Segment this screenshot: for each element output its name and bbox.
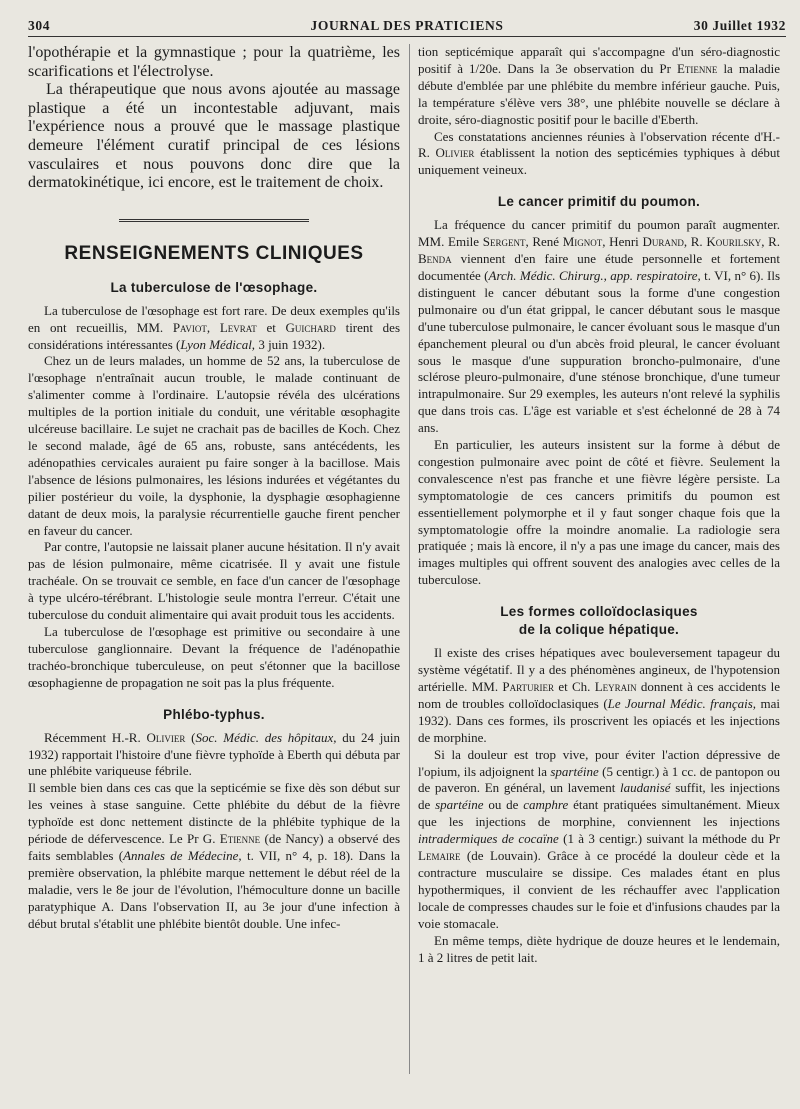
article-heading-cancer-poumon: Le cancer primitif du poumon. (497, 194, 701, 210)
intro-text (28, 44, 400, 193)
intro-paragraph-2: La thérapeutique que nous avons ajoutée au massage plastique a été un incontestable adjuvant, mais l'expérience nous a prouvé que le massage plastique demeure l'élément curatif principal de ces lésions vasculaires et nous pouvons donc dire que la dermatokinétique, ici encore, est le traitement de choix. (28, 81, 400, 192)
article-paragraph: En particulier, les auteurs insistent sur la forme à début de congestion pulmonaire avec point de côté et fièvre. Seulement la convalescence n'est pas franche et une fièvre légère persiste. La symptomatologie de ces cancers primitifs du poumon est essentiellement polymorphe et il y faut songer chaque fois que la symptomatologie offre la moindre anomalie. La radiologie sera pratiquée ; mais là encore, il n'y a pas une image du cancer, mais des images multiples qui offrent souvent des analogies avec celles de la tuberculose. (418, 437, 780, 588)
journal-title: JOURNAL DES PRATICIENS (310, 18, 504, 33)
left-column (28, 44, 400, 932)
issue-date: 30 Juillet 1932 (693, 18, 786, 33)
column-divider (409, 44, 410, 1074)
article-paragraph: La fréquence du cancer primitif du poumon paraît augmenter. MM. Emile Sergent, René Mignot, Henri Durand, R. Kourilsky, R. Benda viennent d'en faire une étude personnelle et fortement documentée (Arch. Médic. Chirurg., app. respiratoire, t. VI, n° 6). Ils distinguent le cancer débutant sous la forme d'une congestion pulmonaire ou d'un état grippal, le cancer débutant sous le masque d'une tuberculose pulmonaire, le cancer évoluant sous le masque d'un épanchement pleural ou d'un abcès froid pleural, le cancer évoluant sous le masque d'une suppuration broncho-pulmonaire, d'une sclérose pleuro-pulmonaire, d'une sténose bronchique, d'une tumeur intrapulmonaire. Sur 29 exemples, les auteurs n'ont relevé la syphilis que dans trois cas. L'âge est variable et s'est échelonné de 28 à 74 ans. (418, 217, 781, 436)
article-paragraph: La tuberculose de l'œsophage est primitive ou secondaire à une tuberculose ganglionnaire. Devant la fréquence de l'adénopathie trachéo-bronchique tuberculeuse, on peut s'étonner que la bacillose œsophagienne de propagation ne soit pas la plus fréquente. (28, 623, 400, 690)
article-tuberculose (28, 279, 400, 933)
article-paragraph: La tuberculose de l'œsophage est fort rare. De deux exemples qu'ils en ont recueillis, MM. Paviot, Levrat et Guichard tirent des considérations intéressantes (Lyon Médical, 3 juin 1932). (28, 302, 401, 352)
article-paragraph: Si la douleur est trop vive, pour éviter l'action dépressive de l'opium, ils adjoignent la spartéine (5 centigr.) à 1 cc. de pantopon ou de paveron. En général, un lavement laudanisé suffit, les injections de spartéine ou de camphre étant pratiquées simultanément. Mieux que les injections de morphine, conviennent les injections intradermiques de cocaïne (1 à 3 centigr.) suivant la méthode du Pr Lemaire (de Louvain). Grâce à ce procédé la douleur cède et la contracture musculaire se dissipe. Ces malades étant en plus hypothermiques, il convient de les réchauffer avec l'application locale de compresses chaudes sur le foie et d'infusions chaudes par la voie stomacale. (418, 746, 781, 931)
article-paragraph: En même temps, diète hydrique de douze heures et le lendemain, 1 à 2 litres de petit lait. (418, 932, 780, 965)
article-paragraph: Par contre, l'autopsie ne laissait planer aucune hésitation. Il n'y avait pas de lésion pulmonaire, même cicatrisée. Il y avait une fistule trachéale. On se trouvait ce semble, en face d'un cancer de l'œsophage à type ulcéro-térébrant. L'histologie seule montra l'erreur. C'était une tuberculose du conduit alimentaire qui avait produit tous les accidents. (28, 539, 400, 623)
article-heading-phlebo-typhus: Phlébo-typhus. (163, 706, 265, 722)
article-heading-tuberculose: La tuberculose de l'œsophage. (110, 279, 318, 295)
article-paragraph: Ces constatations anciennes réunies à l'observation récente d'H.-R. Olivier établissent la notion des septicémies typhiques à début uniquement veineux. (418, 128, 781, 178)
article-heading-formes-colloidoclasiques: Les formes colloïdoclasiques de la colique hépatique. (500, 604, 698, 638)
right-column (418, 44, 780, 966)
article-paragraph: Chez un de leurs malades, un homme de 52 ans, la tuberculose de l'œsophage n'entraînait aucun trouble, le malade continuant de s'alimenter comme à l'ordinaire. L'autopsie révéla des ulcérations multiples de la portion initiale du conduit, une véritable œsophagite ulcéreuse bacillaire. Le sujet ne crachait pas de bacilles de Koch. Chez le second malade, âgé de 65 ans, robuste, sans antécédents, les adénopathies cervicales auraient pu faire songer à la bacillose. Mais l'absence de lésions pulmonaires, les lésions indurées et végétantes du pilier postérieur du voile, la dysphonie, la dysphagie œsophagienne datant de deux mois, la paralysie récurrentielle gauche firent pencher en faveur du cancer. (28, 353, 400, 538)
header-rule (28, 36, 786, 37)
section-title: RENSEIGNEMENTS CLINIQUES (64, 242, 364, 264)
page-number: 304 (28, 18, 51, 33)
article-paragraph: tion septicémique apparaît qui s'accompagne d'un séro-diagnostic positif à 1/20e. Dans la 3e observation du Pr Etienne la maladie débute d'emblée par une phlébite du membre inférieur gauche. Puis, la température s'élève vers 38°, une phlébite nouvelle se déclare à droite, séro-diagnostic positif pour le bacille d'Eberth. (418, 44, 780, 127)
article-paragraph: Récemment H.-R. Olivier (Soc. Médic. des hôpitaux, du 24 juin 1932) rapportait l'histoire d'une fièvre typhoïde à Eberth qui débuta par une phlébite variqueuse fébrile. (28, 729, 401, 779)
article-paragraph: Il existe des crises hépatiques avec bouleversement tapageur du système végétatif. Il y a des phénomènes angineux, de l'hypotension artérielle. MM. Parturier et Ch. Leyrain donnent à ces accidents le nom de troubles colloïdoclasiques (Le Journal Médic. français, mai 1932). Dans ces formes, ils proscrivent les opiacés et les injections de morphine. (418, 645, 781, 745)
article-paragraph: Il semble bien dans ces cas que la septicémie se fixe dès son début sur les veines à stase sanguine. Cette phlébite du début de la fièvre typhoïde est donc nettement distincte de la phlébite typhique de la période de défervescence. Le Pr G. Etienne (de Nancy) a observé des faits semblables (Annales de Médecine, t. VII, n° 4, p. 18). Dans la première observation, la phlébite marque nettement le début réel de la maladie, vers le 8e jour de l'évolution, l'hémoculture donne un bacille paratyphique A. Dans l'observation II, au 3e jour d'une infection à début brutal s'établit une phlébite bientôt double. Une infec- (28, 780, 401, 931)
page-header (28, 14, 786, 36)
section-separator (119, 219, 309, 222)
intro-paragraph-1: l'opothérapie et la gymnastique ; pour la quatrième, les scarifications et l'électrolyse. (28, 44, 400, 80)
